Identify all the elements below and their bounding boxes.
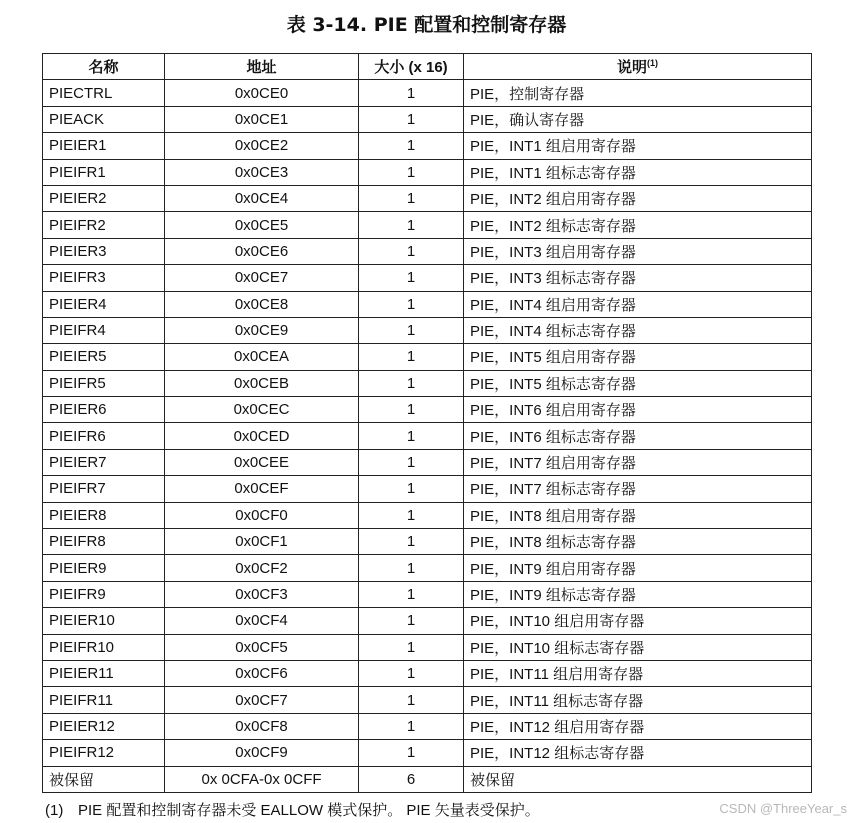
cell-size: 1 <box>359 106 464 132</box>
table-row <box>43 265 812 291</box>
cell-size: 1 <box>359 423 464 449</box>
table-row <box>43 502 812 528</box>
cell-name: PIEIFR6 <box>43 423 165 449</box>
cell-name: PIEIER6 <box>43 397 165 423</box>
cell-size: 1 <box>359 449 464 475</box>
cell-description: PIE，INT6 组启用寄存器 <box>464 397 812 423</box>
cell-address: 0x0CF5 <box>165 634 359 660</box>
table-body <box>43 80 812 793</box>
cell-size: 1 <box>359 291 464 317</box>
cell-size: 1 <box>359 687 464 713</box>
register-table <box>42 53 812 793</box>
cell-address: 0x0CE8 <box>165 291 359 317</box>
footnote-ref: (1) <box>647 58 658 69</box>
header-description <box>464 54 812 80</box>
cell-address: 0x0CE4 <box>165 185 359 211</box>
cell-name: PIEIER9 <box>43 555 165 581</box>
cell-name: PIEIFR8 <box>43 529 165 555</box>
cell-address: 0x0CF7 <box>165 687 359 713</box>
cell-description: PIE，INT1 组标志寄存器 <box>464 159 812 185</box>
cell-name: PIEIFR2 <box>43 212 165 238</box>
cell-address: 0x0CF4 <box>165 608 359 634</box>
cell-size: 1 <box>359 133 464 159</box>
cell-name: PIEIER1 <box>43 133 165 159</box>
cell-description: PIE，INT5 组启用寄存器 <box>464 344 812 370</box>
cell-description: PIE，INT6 组标志寄存器 <box>464 423 812 449</box>
cell-size: 1 <box>359 397 464 423</box>
footnote <box>45 799 540 820</box>
cell-address: 0x0CF1 <box>165 529 359 555</box>
cell-size: 6 <box>359 766 464 792</box>
cell-description: PIE，INT12 组标志寄存器 <box>464 740 812 766</box>
cell-size: 1 <box>359 529 464 555</box>
cell-name: PIEIER4 <box>43 291 165 317</box>
cell-name: PIEIER7 <box>43 449 165 475</box>
cell-address: 0x 0CFA-0x 0CFF <box>165 766 359 792</box>
cell-size: 1 <box>359 502 464 528</box>
cell-name: PIEIFR3 <box>43 265 165 291</box>
header-address: 地址 <box>165 54 359 80</box>
cell-size: 1 <box>359 713 464 739</box>
table-row <box>43 634 812 660</box>
table-row <box>43 449 812 475</box>
cell-size: 1 <box>359 476 464 502</box>
cell-name: PIEIER11 <box>43 660 165 686</box>
cell-name: PIEIFR4 <box>43 317 165 343</box>
cell-name: PIEIER5 <box>43 344 165 370</box>
table-row <box>43 529 812 555</box>
cell-name: PIEIFR7 <box>43 476 165 502</box>
header-name: 名称 <box>43 54 165 80</box>
cell-description: PIE，INT8 组启用寄存器 <box>464 502 812 528</box>
table-row <box>43 291 812 317</box>
cell-size: 1 <box>359 608 464 634</box>
cell-address: 0x0CEF <box>165 476 359 502</box>
cell-name: PIEIFR11 <box>43 687 165 713</box>
cell-name: PIEIER2 <box>43 185 165 211</box>
cell-description: PIE，INT12 组启用寄存器 <box>464 713 812 739</box>
footnote-text: PIE 配置和控制寄存器未受 EALLOW 模式保护。 PIE 矢量表受保护。 <box>78 802 540 819</box>
cell-address: 0x0CE5 <box>165 212 359 238</box>
footnote-marker: (1) <box>45 802 64 819</box>
cell-description: PIE，INT2 组标志寄存器 <box>464 212 812 238</box>
table-row <box>43 159 812 185</box>
table-row <box>43 740 812 766</box>
table-row <box>43 713 812 739</box>
cell-address: 0x0CF6 <box>165 660 359 686</box>
cell-name: PIEACK <box>43 106 165 132</box>
cell-size: 1 <box>359 265 464 291</box>
table-row <box>43 687 812 713</box>
cell-description: PIE，INT1 组启用寄存器 <box>464 133 812 159</box>
cell-name: PIEIFR1 <box>43 159 165 185</box>
cell-size: 1 <box>359 344 464 370</box>
cell-address: 0x0CEA <box>165 344 359 370</box>
table-row <box>43 766 812 792</box>
cell-address: 0x0CF8 <box>165 713 359 739</box>
cell-address: 0x0CE3 <box>165 159 359 185</box>
table-title: 表 3-14. PIE 配置和控制寄存器 <box>286 14 567 36</box>
cell-size: 1 <box>359 370 464 396</box>
table-row <box>43 581 812 607</box>
cell-size: 1 <box>359 660 464 686</box>
cell-description: PIE，INT9 组标志寄存器 <box>464 581 812 607</box>
cell-description: PIE，INT11 组启用寄存器 <box>464 660 812 686</box>
cell-address: 0x0CF2 <box>165 555 359 581</box>
cell-size: 1 <box>359 159 464 185</box>
table-row <box>43 212 812 238</box>
cell-description: PIE，确认寄存器 <box>464 106 812 132</box>
cell-address: 0x0CE6 <box>165 238 359 264</box>
cell-name: PIEIFR10 <box>43 634 165 660</box>
cell-size: 1 <box>359 740 464 766</box>
cell-name: PIEIFR5 <box>43 370 165 396</box>
cell-address: 0x0CF9 <box>165 740 359 766</box>
cell-name: PIECTRL <box>43 80 165 106</box>
cell-address: 0x0CEB <box>165 370 359 396</box>
table-row <box>43 476 812 502</box>
cell-name: PIEIER10 <box>43 608 165 634</box>
table-row <box>43 423 812 449</box>
cell-description: PIE，INT3 组标志寄存器 <box>464 265 812 291</box>
cell-description: PIE，INT5 组标志寄存器 <box>464 370 812 396</box>
table-row <box>43 660 812 686</box>
cell-description: PIE，INT11 组标志寄存器 <box>464 687 812 713</box>
header-size: 大小 (x 16) <box>359 54 464 80</box>
cell-size: 1 <box>359 634 464 660</box>
cell-description: PIE，INT4 组启用寄存器 <box>464 291 812 317</box>
table-row <box>43 397 812 423</box>
cell-address: 0x0CEC <box>165 397 359 423</box>
cell-size: 1 <box>359 80 464 106</box>
cell-description: PIE，INT4 组标志寄存器 <box>464 317 812 343</box>
cell-address: 0x0CF3 <box>165 581 359 607</box>
cell-description: PIE，INT8 组标志寄存器 <box>464 529 812 555</box>
table-row <box>43 133 812 159</box>
cell-name: PIEIER3 <box>43 238 165 264</box>
table-row <box>43 608 812 634</box>
table-row <box>43 370 812 396</box>
table-row <box>43 555 812 581</box>
cell-name: PIEIER8 <box>43 502 165 528</box>
cell-address: 0x0CE7 <box>165 265 359 291</box>
cell-description: PIE，INT10 组标志寄存器 <box>464 634 812 660</box>
cell-description: PIE，INT10 组启用寄存器 <box>464 608 812 634</box>
table-row <box>43 317 812 343</box>
table-row <box>43 185 812 211</box>
cell-address: 0x0CE1 <box>165 106 359 132</box>
table-row <box>43 238 812 264</box>
cell-name: PIEIER12 <box>43 713 165 739</box>
table-row <box>43 80 812 106</box>
cell-description: PIE，控制寄存器 <box>464 80 812 106</box>
cell-description: PIE，INT7 组标志寄存器 <box>464 476 812 502</box>
cell-size: 1 <box>359 581 464 607</box>
cell-name: PIEIFR12 <box>43 740 165 766</box>
cell-name: PIEIFR9 <box>43 581 165 607</box>
cell-description: 被保留 <box>464 766 812 792</box>
cell-name: 被保留 <box>43 766 165 792</box>
watermark: CSDN @ThreeYear_s <box>719 801 847 816</box>
cell-size: 1 <box>359 317 464 343</box>
cell-description: PIE，INT7 组启用寄存器 <box>464 449 812 475</box>
cell-address: 0x0CEE <box>165 449 359 475</box>
cell-description: PIE，INT3 组启用寄存器 <box>464 238 812 264</box>
cell-description: PIE，INT9 组启用寄存器 <box>464 555 812 581</box>
table-row <box>43 344 812 370</box>
cell-size: 1 <box>359 212 464 238</box>
table-header-row <box>43 54 812 80</box>
cell-address: 0x0CED <box>165 423 359 449</box>
cell-size: 1 <box>359 185 464 211</box>
cell-address: 0x0CE2 <box>165 133 359 159</box>
table-row <box>43 106 812 132</box>
header-description-label: 说明 <box>616 59 647 77</box>
cell-address: 0x0CF0 <box>165 502 359 528</box>
cell-size: 1 <box>359 555 464 581</box>
cell-description: PIE，INT2 组启用寄存器 <box>464 185 812 211</box>
cell-address: 0x0CE0 <box>165 80 359 106</box>
cell-size: 1 <box>359 238 464 264</box>
cell-address: 0x0CE9 <box>165 317 359 343</box>
